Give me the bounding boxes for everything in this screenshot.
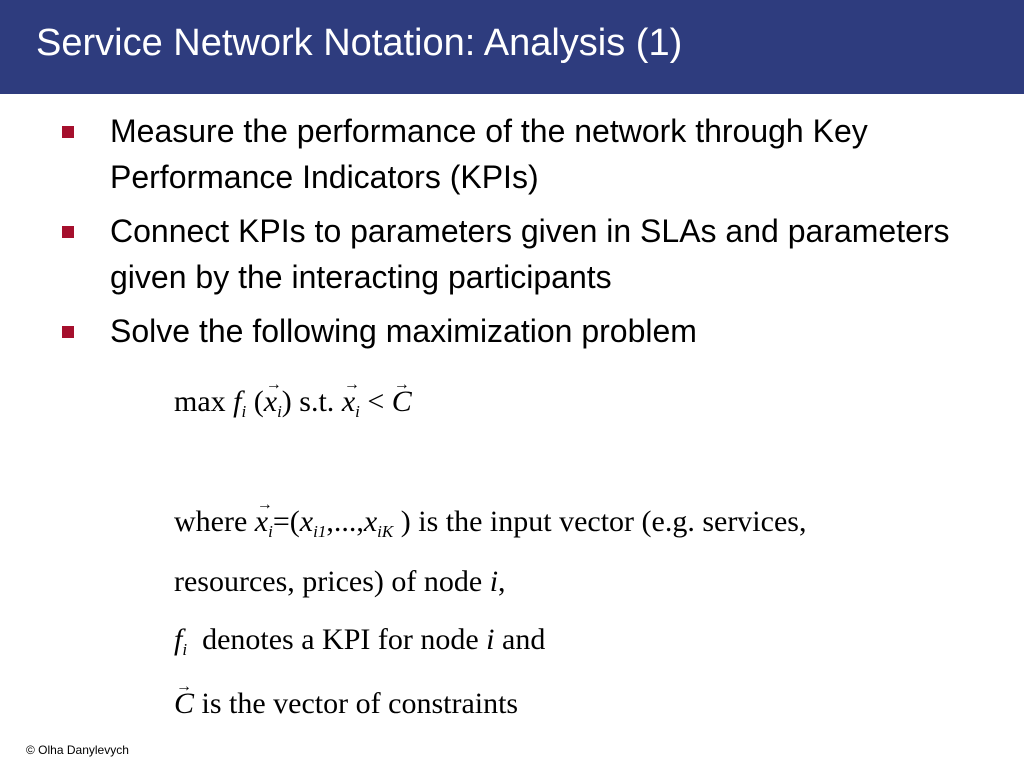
bullet-text: Solve the following maximization problem — [110, 313, 697, 349]
resources-text: resources, prices) of node — [174, 565, 483, 598]
where-description: is the input vector (e.g. services, — [418, 505, 807, 538]
max-operator: max — [174, 385, 226, 418]
close-paren: ) — [400, 505, 411, 538]
copyright-footer: © Olha Danylevych — [26, 743, 129, 757]
ellipsis: ,..., — [326, 505, 364, 538]
comma: , — [498, 565, 506, 598]
vector-c-symbol: → C — [392, 384, 412, 420]
such-that-text: s.t. — [299, 385, 335, 418]
bullet-list — [62, 108, 1002, 362]
vector-x-symbol: → x — [264, 384, 277, 420]
where-text: where — [174, 505, 248, 538]
and-text: and — [502, 623, 546, 656]
resources-line — [174, 564, 506, 600]
x-component: x — [299, 505, 314, 538]
node-index: i — [489, 565, 499, 598]
x-component: x — [363, 505, 378, 538]
square-bullet-icon — [62, 126, 74, 138]
index-subscript-i1: i1 — [313, 522, 327, 541]
slide-title: Service Network Notation: Analysis (1) — [36, 22, 683, 64]
title-bar — [0, 0, 1024, 94]
square-bullet-icon — [62, 326, 74, 338]
index-subscript: i — [182, 640, 188, 659]
kpi-line — [174, 622, 545, 658]
equals-paren: =( — [272, 505, 300, 538]
square-bullet-icon — [62, 226, 74, 238]
node-index: i — [486, 623, 495, 656]
less-than-symbol: < — [367, 385, 385, 418]
function-symbol: f — [233, 385, 242, 418]
bullet-text: Measure the performance of the network through Key Performance Indicators (KPIs) — [110, 113, 868, 195]
function-symbol: f — [174, 623, 183, 656]
objective-formula: $\max f_i$ (→ $x_i$) s.t. → $x_i$ < → C — [174, 384, 412, 420]
vector-x-symbol: → x — [342, 384, 355, 420]
vector-c-symbol: → C — [174, 686, 194, 722]
bullet-item — [62, 308, 1002, 354]
constraint-line — [174, 686, 518, 722]
bullet-item — [62, 208, 1002, 300]
index-subscript: i — [268, 522, 273, 541]
constraint-text: is the vector of constraints — [201, 687, 519, 720]
index-subscript: i — [355, 402, 360, 421]
index-subscript-ik: iK — [377, 522, 394, 541]
bullet-item — [62, 108, 1002, 200]
vector-x-symbol: → x — [255, 504, 268, 540]
bullet-text: Connect KPIs to parameters given in SLAs and parameters given by the interacting participants — [110, 213, 950, 295]
kpi-text: denotes a KPI for node — [202, 623, 479, 656]
index-subscript: i — [277, 402, 282, 421]
where-line — [174, 504, 806, 540]
index-subscript: i — [241, 402, 247, 421]
